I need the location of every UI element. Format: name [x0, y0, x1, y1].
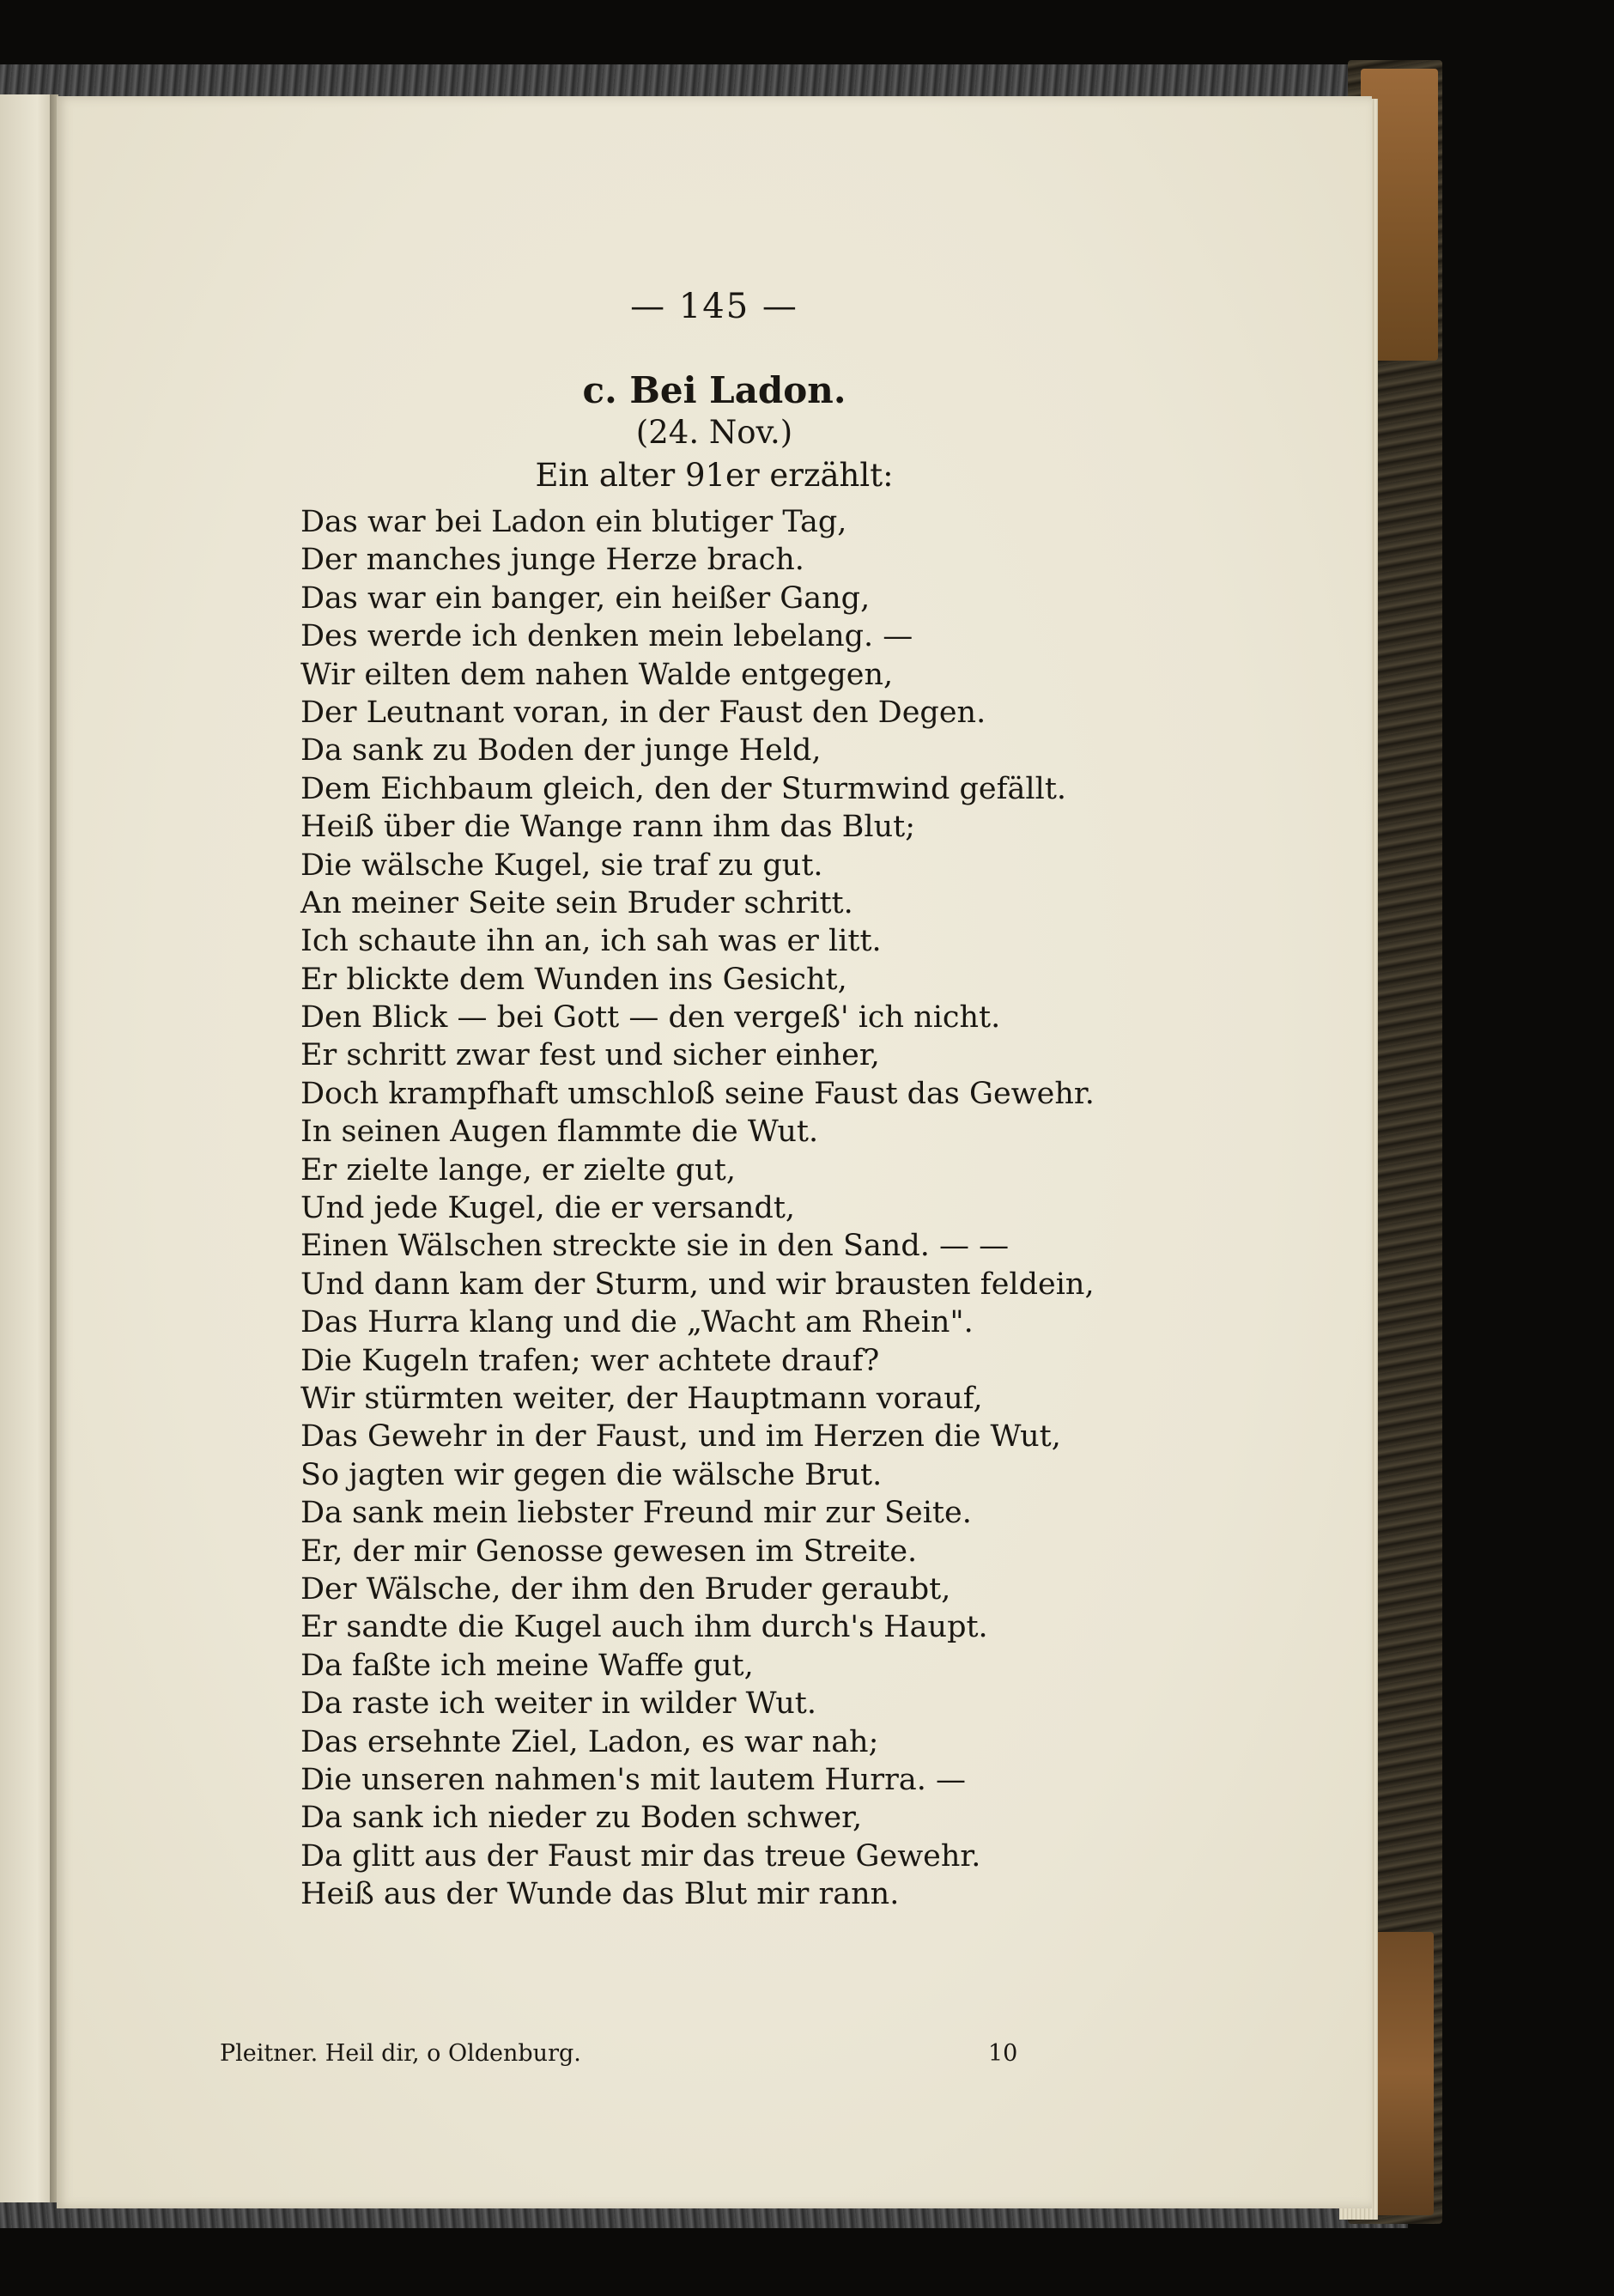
poem-line: Wir eilten dem nahen Walde entgegen, — [300, 657, 894, 692]
poem-intro: Ein alter 91er erzählt: — [535, 457, 894, 494]
poem-line: Der manches junge Herze brach. — [300, 543, 804, 578]
poem-line: Da sank zu Boden der junge Held, — [300, 733, 822, 768]
poem-line: Die wälsche Kugel, sie traf zu gut. — [300, 847, 823, 883]
poem-line: So jagten wir gegen die wälsche Brut. — [300, 1457, 883, 1492]
poem-line: Das Gewehr in der Faust, und im Herzen die Wut, — [300, 1419, 1061, 1455]
page-text — [57, 96, 1372, 2208]
poem-line: Er blickte dem Wunden ins Gesicht, — [300, 962, 847, 997]
poem-line: Und dann kam der Sturm, und wir brausten feldein, — [300, 1266, 1095, 1302]
poem-line: Dem Eichbaum gleich, den der Sturmwind gefällt. — [300, 771, 1067, 806]
poem-line: Wir stürmten weiter, der Hauptmann vorauf, — [300, 1381, 983, 1416]
poem-line: Da raste ich weiter in wilder Wut. — [300, 1686, 816, 1722]
poem-line: Da sank mein liebster Freund mir zur Seite. — [300, 1496, 972, 1531]
poem-line: Doch krampfhaft umschloß seine Faust das Gewehr. — [300, 1076, 1095, 1111]
poem-line: Einen Wälschen streckte sie in den Sand. — — — [300, 1229, 1010, 1264]
poem — [300, 503, 1314, 1913]
section-date: (24. Nov.) — [635, 414, 793, 451]
poem-line: Heiß über die Wange rann ihm das Blut; — [300, 810, 915, 845]
poem-line: An meiner Seite sein Bruder schritt. — [300, 885, 853, 920]
page-number: — 145 — — [630, 287, 798, 326]
poem-line: Die Kugeln trafen; wer achtete drauf? — [300, 1343, 880, 1378]
poem-line: Der Wälsche, der ihm den Bruder geraubt, — [300, 1571, 951, 1607]
section-title: c. Bei Ladon. — [582, 369, 846, 411]
poem-line: Er, der mir Genosse gewesen im Streite. — [300, 1534, 918, 1569]
poem-line: Da glitt aus der Faust mir das treue Gewehr. — [300, 1838, 981, 1874]
poem-line: Das war ein banger, ein heißer Gang, — [300, 580, 871, 616]
poem-line: Ich schaute ihn an, ich sah was er litt. — [300, 924, 882, 959]
poem-line: Das ersehnte Ziel, Ladon, es war nah; — [300, 1724, 879, 1759]
poem-line: Des werde ich denken mein lebelang. — — [300, 619, 913, 654]
footer-sheet-number: 10 — [988, 2040, 1018, 2067]
poem-line: Den Blick — bei Gott — den vergeß' ich nicht. — [300, 1000, 1001, 1036]
poem-line: In seinen Augen flammte die Wut. — [300, 1115, 819, 1150]
poem-line: Er zielte lange, er zielte gut, — [300, 1152, 736, 1187]
poem-line: Heiß aus der Wunde das Blut mir rann. — [300, 1877, 900, 1912]
poem-line: Das Hurra klang und die „Wacht am Rhein". — [300, 1305, 974, 1340]
poem-line: Die unseren nahmen's mit lautem Hurra. — — [300, 1762, 966, 1797]
poem-line: Er schritt zwar fest und sicher einher, — [300, 1038, 880, 1073]
poem-line: Der Leutnant voran, in der Faust den Degen. — [300, 695, 986, 730]
poem-line: Und jede Kugel, die er versandt, — [300, 1191, 796, 1226]
footer-signature: Pleitner. Heil dir, o Oldenburg. — [220, 2040, 581, 2067]
poem-line: Da sank ich nieder zu Boden schwer, — [300, 1801, 863, 1836]
facing-page — [0, 94, 53, 2202]
poem-line: Da faßte ich meine Waffe gut, — [300, 1648, 754, 1683]
poem-line: Er sandte die Kugel auch ihm durch's Haupt. — [300, 1610, 988, 1645]
poem-line: Das war bei Ladon ein blutiger Tag, — [300, 505, 847, 539]
book-page — [57, 96, 1372, 2208]
